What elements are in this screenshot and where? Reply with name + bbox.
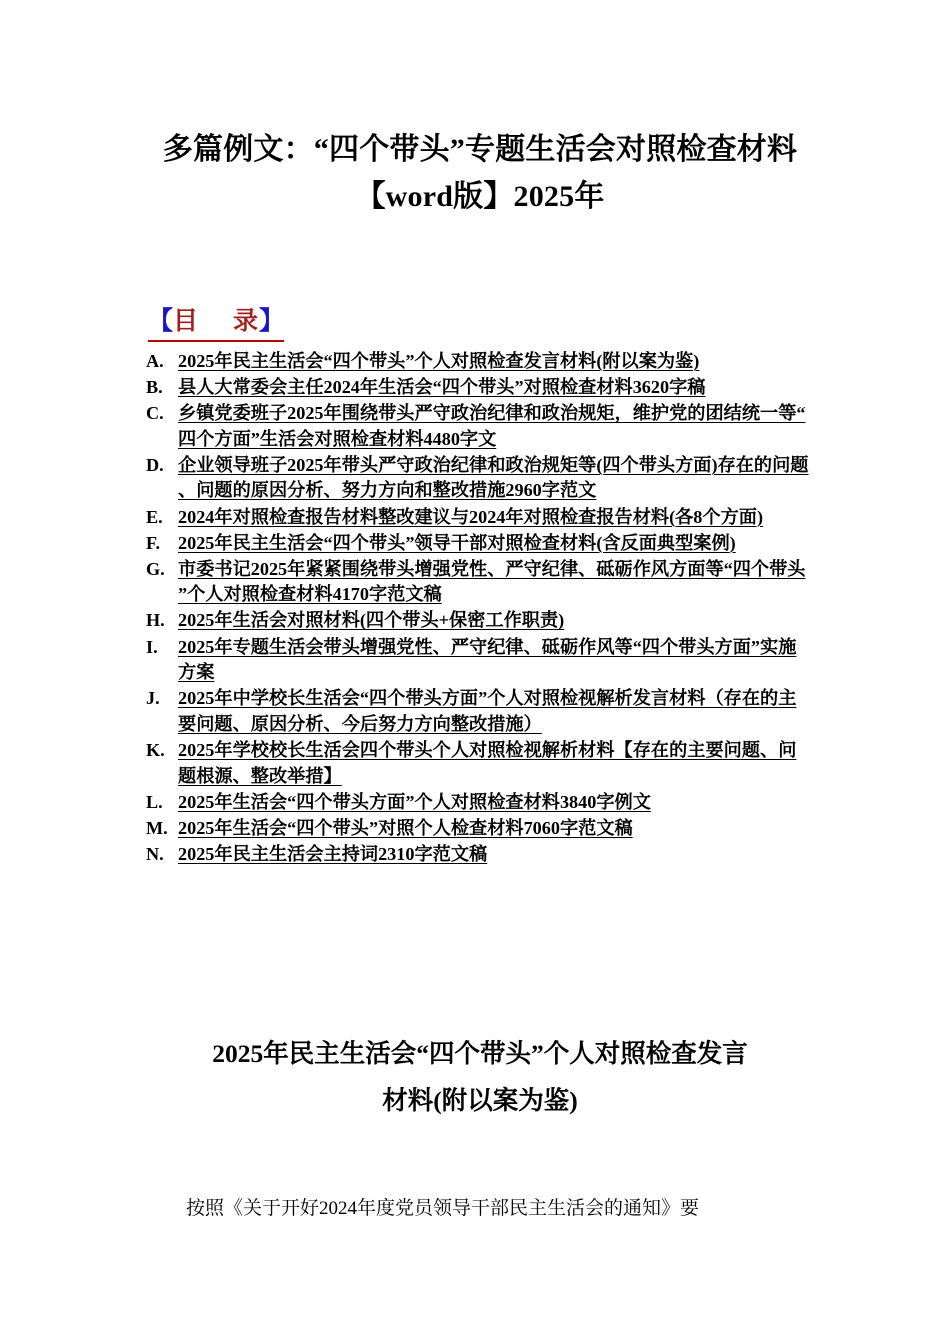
toc-entry-j[interactable] (144, 686, 812, 737)
toc-entry-i[interactable] (144, 635, 812, 686)
toc-entry-b[interactable] (144, 375, 812, 401)
toc-entry-f[interactable] (144, 531, 812, 557)
toc-link-g[interactable]: 市委书记2025年紧紧围绕带头增强党性、严守纪律、砥砺作风方面等“四个带头”个人对照检查材料4170字范文稿 (178, 558, 806, 605)
toc-link-c[interactable]: 乡镇党委班子2025年围绕带头严守政治纪律和政治规矩，维护党的团结统一等“四个方面”生活会对照检查材料4480字文 (178, 403, 806, 449)
toc-link-e[interactable]: 2024年对照检查报告材料整改建议与2024年对照检查报告材料(各8个方面) (178, 506, 764, 527)
toc-link-h[interactable]: 2025年生活会对照材料(四个带头+保密工作职责) (178, 610, 565, 631)
document-title-line-2: 【word版】2025年 (355, 180, 605, 213)
toc-entry-a[interactable] (144, 349, 812, 375)
toc-entry-m[interactable] (144, 816, 812, 842)
toc-heading-label-left: 目 (173, 308, 200, 335)
toc-entry-e[interactable] (144, 505, 812, 531)
toc-marker-c: C. (146, 403, 164, 424)
toc-entry-c[interactable] (144, 401, 812, 452)
toc-list (144, 349, 812, 868)
toc-marker-l: L. (146, 791, 163, 812)
toc-link-b[interactable]: 县人大常委会主任2024年生活会“四个带头”对照检查材料3620字稿 (178, 377, 706, 398)
toc-link-n[interactable]: 2025年民主生活会主持词2310字范文稿 (178, 843, 488, 864)
toc-heading-bracket-close: 】 (259, 308, 285, 335)
section-heading-line-1: 2025年民主生活会“四个带头”个人对照检查发言 (212, 1039, 748, 1068)
toc-marker-i: I. (146, 636, 158, 657)
toc-heading (148, 305, 284, 342)
toc-link-j[interactable]: 2025年中学校长生活会“四个带头方面”个人对照检视解析发言材料（存在的主要问题、原因分析、今后努力方向整改措施） (178, 688, 797, 734)
toc-link-k[interactable]: 2025年学校校长生活会四个带头个人对照检视解析材料【存在的主要问题、问题根源、整改举措】 (178, 739, 797, 786)
toc-marker-k: K. (146, 739, 165, 760)
toc-marker-j: J. (146, 688, 160, 709)
section-heading (150, 1030, 810, 1124)
document-title (150, 126, 810, 220)
toc-marker-f: F. (146, 532, 160, 553)
toc-heading-bracket-open: 【 (148, 308, 174, 335)
body-paragraph: 按照《关于开好2024年度党员领导干部民主生活会的通知》要 (186, 1198, 700, 1219)
toc-entry-d[interactable] (144, 453, 812, 504)
toc-entry-k[interactable] (144, 738, 812, 789)
toc-marker-e: E. (146, 506, 163, 527)
toc-marker-a: A. (146, 351, 164, 371)
toc-link-l[interactable]: 2025年生活会“四个带头方面”个人对照检查材料3840字例文 (178, 791, 651, 812)
toc-link-f[interactable]: 2025年民主生活会“四个带头”领导干部对照检查材料(含反面典型案例) (178, 532, 736, 553)
toc-link-a[interactable]: 2025年民主生活会“四个带头”个人对照检查发言材料(附以案为鉴) (178, 351, 700, 371)
toc-entry-h[interactable] (144, 608, 812, 634)
toc-marker-n: N. (146, 843, 164, 864)
toc-marker-b: B. (146, 377, 163, 398)
toc-link-i[interactable]: 2025年专题生活会带头增强党性、严守纪律、砥砺作风等“四个带头方面”实施方案 (178, 636, 797, 683)
toc-link-d[interactable]: 企业领导班子2025年带头严守政治纪律和政治规矩等(四个带头方面)存在的问题、问题的原因分析、努力方向和整改措施2960字范文 (178, 454, 809, 501)
toc-entry-n[interactable] (144, 842, 812, 868)
toc-entry-g[interactable] (144, 557, 812, 608)
toc-marker-d: D. (146, 454, 164, 475)
toc-marker-h: H. (146, 610, 165, 631)
toc-marker-g: G. (146, 558, 165, 579)
toc-link-m[interactable]: 2025年生活会“四个带头”对照个人检查材料7060字范文稿 (178, 817, 633, 838)
toc-entry-l[interactable] (144, 790, 812, 816)
toc-heading-label-right: 录 (233, 308, 260, 335)
toc-marker-m: M. (146, 817, 168, 838)
section-heading-line-2: 材料(附以案为鉴) (382, 1086, 578, 1115)
document-title-line-1: 多篇例文：“四个带头”专题生活会对照检查材料 (162, 133, 798, 166)
